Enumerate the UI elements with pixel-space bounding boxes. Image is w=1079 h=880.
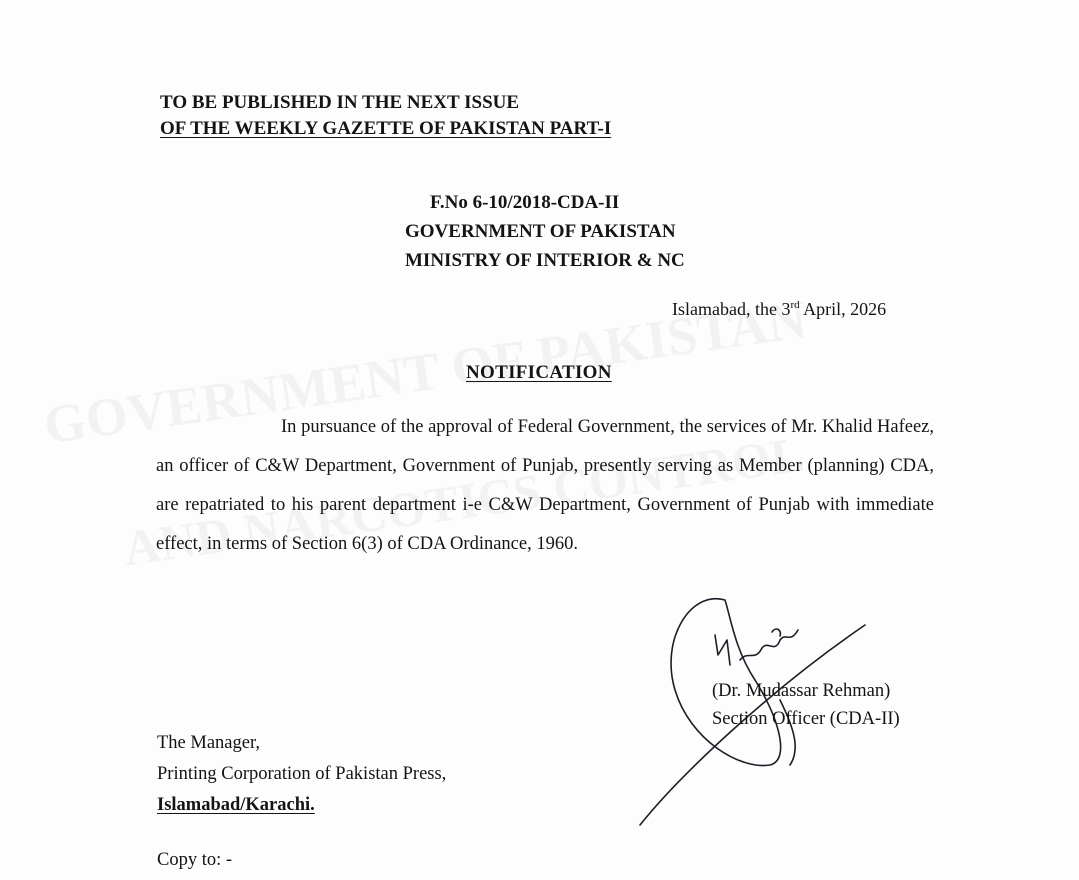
addressee-block (157, 728, 446, 821)
file-number: F.No 6-10/2018-CDA-II (430, 192, 620, 213)
date-line (672, 299, 886, 320)
gazette-header-line-1: TO BE PUBLISHED IN THE NEXT ISSUE (160, 92, 520, 113)
reference-block (405, 188, 685, 275)
addressee-line-1: The Manager, (157, 733, 261, 753)
ministry-name: MINISTRY OF INTERIOR & NC (405, 250, 685, 271)
signatory-name: (Dr. Mudassar Rehman) (712, 681, 891, 701)
copy-to-label: Copy to: - (157, 850, 233, 870)
gazette-header (160, 90, 611, 142)
date-prefix: Islamabad, the 3 (672, 299, 791, 319)
addressee-city: Islamabad/Karachi. (157, 795, 315, 815)
gazette-header-line-2: OF THE WEEKLY GAZETTE OF PAKISTAN PART-I (160, 118, 612, 139)
notification-title: NOTIFICATION (466, 362, 612, 383)
addressee-line-2: Printing Corporation of Pakistan Press, (157, 764, 447, 784)
signatory-designation: Section Officer (CDA-II) (712, 709, 900, 729)
signatory-block (712, 677, 900, 733)
date-ordinal-suffix: rd (790, 299, 800, 311)
date-rest: April, 2026 (799, 299, 887, 319)
notification-body: In pursuance of the approval of Federal Government, the services of Mr. Khalid Hafeez, an officer of C&W Department, Government of Punjab, presently serving as Member (planning) CDA, are repatriated to his parent department i-e C&W Department, Government of Punjab with immediate effect, in terms of Section 6(3) of CDA Ordinance, 1960. (156, 417, 934, 554)
government-name: GOVERNMENT OF PAKISTAN (405, 221, 676, 242)
